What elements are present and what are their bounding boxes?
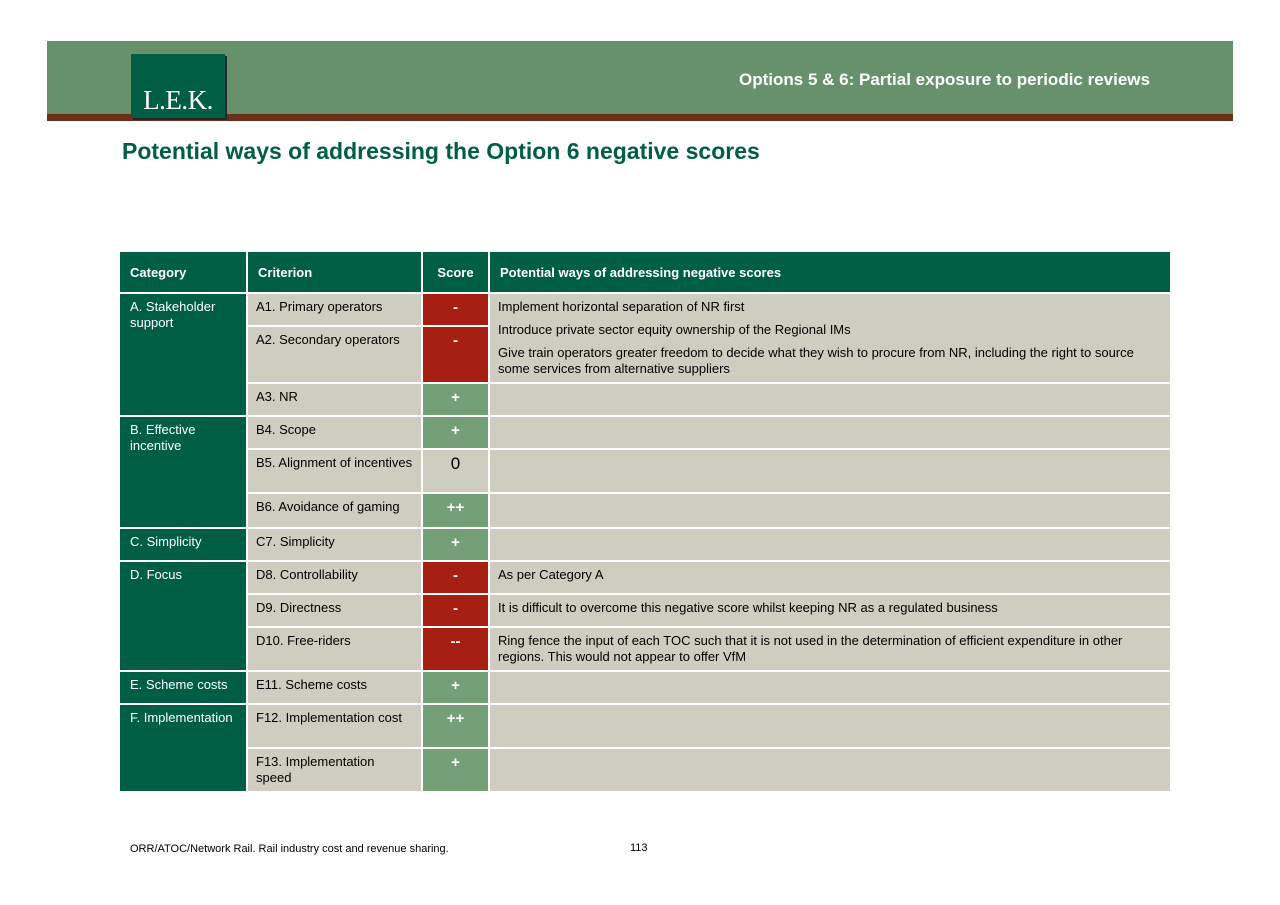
criterion-b6: B6. Avoidance of gaming (247, 493, 422, 528)
ways-c7-empty (489, 528, 1171, 561)
criterion-a3: A3. NR (247, 383, 422, 416)
score-b4: + (422, 416, 489, 449)
score-b6: ++ (422, 493, 489, 528)
scores-table (119, 251, 1171, 792)
ways-f12-empty (489, 704, 1171, 748)
ways-category-a (489, 293, 1171, 383)
ways-a-item-1: Implement horizontal separation of NR first (498, 299, 745, 314)
ways-d10: Ring fence the input of each TOC such that it is not used in the determination of efficient expenditure in other regions. This would not appear to offer VfM (489, 627, 1171, 671)
category-b: B. Effective incentive (119, 416, 247, 528)
category-a: A. Stakeholder support (119, 293, 247, 416)
header-score: Score (422, 251, 489, 293)
ways-a-item-3: Give train operators greater freedom to decide what they wish to procure from NR, including the right to source some services from alternative suppliers (498, 345, 1134, 376)
criterion-f12: F12. Implementation cost (247, 704, 422, 748)
score-a3: + (422, 383, 489, 416)
criterion-b5: B5. Alignment of incentives (247, 449, 422, 493)
score-a2: - (422, 326, 489, 383)
ways-b6-empty (489, 493, 1171, 528)
ways-b5-empty (489, 449, 1171, 493)
criterion-a2: A2. Secondary operators (247, 326, 422, 383)
criterion-d9: D9. Directness (247, 594, 422, 627)
criterion-e11: E11. Scheme costs (247, 671, 422, 704)
ways-e11-empty (489, 671, 1171, 704)
criterion-a1: A1. Primary operators (247, 293, 422, 326)
criterion-c7: C7. Simplicity (247, 528, 422, 561)
header-ways: Potential ways of addressing negative scores (489, 251, 1171, 293)
ways-a-item-2: Introduce private sector equity ownership of the Regional IMs (498, 322, 851, 337)
lek-logo (131, 54, 225, 118)
header-title: Options 5 & 6: Partial exposure to periodic reviews (739, 70, 1150, 89)
page-number: 113 (630, 842, 648, 854)
criterion-d10: D10. Free-riders (247, 627, 422, 671)
category-f: F. Implementation (119, 704, 247, 792)
criterion-d8: D8. Controllability (247, 561, 422, 594)
score-d10: -- (422, 627, 489, 671)
category-e: E. Scheme costs (119, 671, 247, 704)
ways-f13-empty (489, 748, 1171, 792)
score-d9: - (422, 594, 489, 627)
ways-b4-empty (489, 416, 1171, 449)
score-d8: - (422, 561, 489, 594)
footer-source: ORR/ATOC/Network Rail. Rail industry cost and revenue sharing. (130, 843, 449, 855)
score-e11: + (422, 671, 489, 704)
category-c: C. Simplicity (119, 528, 247, 561)
score-f12: ++ (422, 704, 489, 748)
criterion-b4: B4. Scope (247, 416, 422, 449)
score-a1: - (422, 293, 489, 326)
page-title: Potential ways of addressing the Option 6 negative scores (122, 138, 760, 164)
header-criterion: Criterion (247, 251, 422, 293)
ways-d8: As per Category A (489, 561, 1171, 594)
score-c7: + (422, 528, 489, 561)
ways-a3-empty (489, 383, 1171, 416)
score-f13: + (422, 748, 489, 792)
logo-text: L.E.K. (143, 85, 213, 115)
score-b5: 0 (422, 449, 489, 493)
criterion-f13: F13. Implementation speed (247, 748, 422, 792)
header-category: Category (119, 251, 247, 293)
ways-d9: It is difficult to overcome this negative score whilst keeping NR as a regulated business (489, 594, 1171, 627)
category-d: D. Focus (119, 561, 247, 671)
